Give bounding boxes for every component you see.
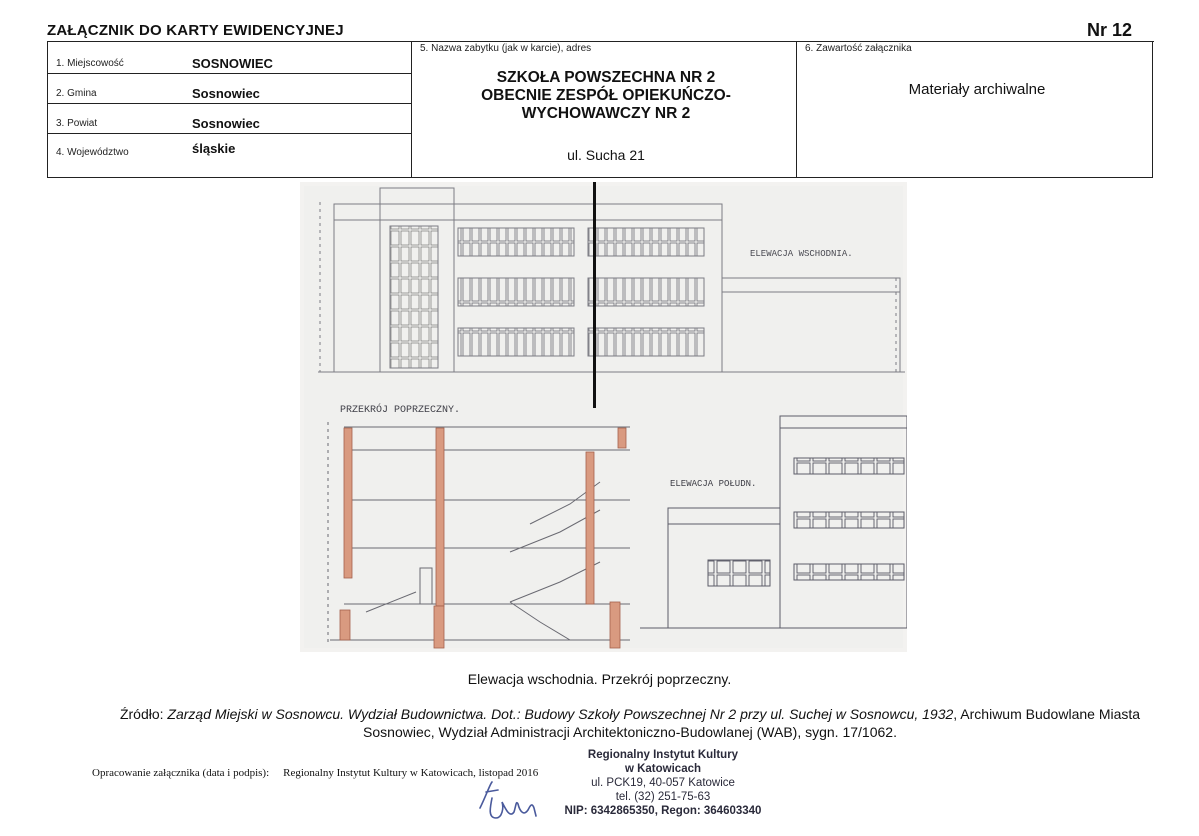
stamp-line: ul. PCK19, 40-057 Katowice — [591, 777, 735, 789]
field-label: 3. Powiat — [56, 118, 98, 129]
object-name-line: WYCHOWAWCZY NR 2 — [521, 105, 691, 122]
source-prefix: Źródło: — [119, 706, 168, 722]
signature — [472, 778, 542, 829]
field-row-locality — [48, 48, 411, 74]
label-east-elevation: ELEWACJA WSCHODNIA. — [750, 249, 853, 259]
label-cross-section: PRZEKRÓJ POPRZECZNY. — [340, 405, 461, 416]
field-row-commune — [48, 74, 411, 104]
source-archive: , Archiwum Budowlane Miasta Sosnowiec, Wydział Administracji Architektoniczno-Budowlanej (WAB), sygn. 17/1062. — [363, 706, 1141, 740]
stamp-line: NIP: 6342865350, Regon: 364603340 — [564, 805, 762, 817]
institution-stamp — [552, 748, 774, 818]
attachment-number: Nr 12 — [1087, 20, 1133, 40]
prepared-label: Opracowanie załącznika (data i podpis): — [92, 767, 270, 779]
contents-value: Materiały archiwalne — [908, 81, 1046, 98]
field-label: 2. Gmina — [56, 88, 97, 99]
object-name — [413, 69, 799, 123]
stamp-line: tel. (32) 251-75-63 — [615, 791, 711, 803]
contents-label: 6. Zawartość załącznika — [805, 43, 912, 54]
field-row-voivodeship — [48, 134, 411, 170]
field-value: śląskie — [192, 141, 236, 156]
registration-form-table — [47, 41, 1153, 178]
scan-fold-line — [593, 182, 596, 408]
drawing-caption: Elewacja wschodnia. Przekrój poprzeczny. — [467, 671, 732, 687]
object-name-line: SZKOŁA POWSZECHNA NR 2 — [496, 69, 716, 86]
object-name-line: OBECNIE ZESPÓŁ OPIEKUŃCZO- — [481, 87, 731, 104]
stamp-line: w Katowicach — [624, 763, 702, 775]
field-label: 4. Województwo — [56, 147, 129, 158]
field-value: Sosnowiec — [192, 116, 260, 131]
architectural-drawing — [300, 182, 907, 652]
column-divider — [411, 41, 412, 178]
field-row-district — [48, 104, 411, 134]
object-name-label: 5. Nazwa zabytku (jak w karcie), adres — [420, 43, 592, 54]
object-address: ul. Sucha 21 — [567, 147, 645, 163]
attachment-title: ZAŁĄCZNIK DO KARTY EWIDENCYJNEJ — [47, 22, 344, 39]
field-label: 1. Miejscowość — [56, 58, 124, 69]
source-title: Zarząd Miejski w Sosnowcu. Wydział Budownictwa. Dot.: Budowy Szkoły Powszechnej Nr 2 przy ul. Suchej w Sosnowcu, 1932 — [167, 706, 954, 722]
field-value: Sosnowiec — [192, 86, 260, 101]
field-value: SOSNOWIEC — [192, 56, 273, 71]
label-south-elevation: ELEWACJA POŁUDN. — [670, 479, 757, 489]
stamp-line: Regionalny Instytut Kultury — [587, 749, 739, 761]
source-citation — [100, 705, 1160, 741]
prepared-value: Regionalny Instytut Kultury w Katowicach, listopad 2016 — [283, 767, 539, 779]
